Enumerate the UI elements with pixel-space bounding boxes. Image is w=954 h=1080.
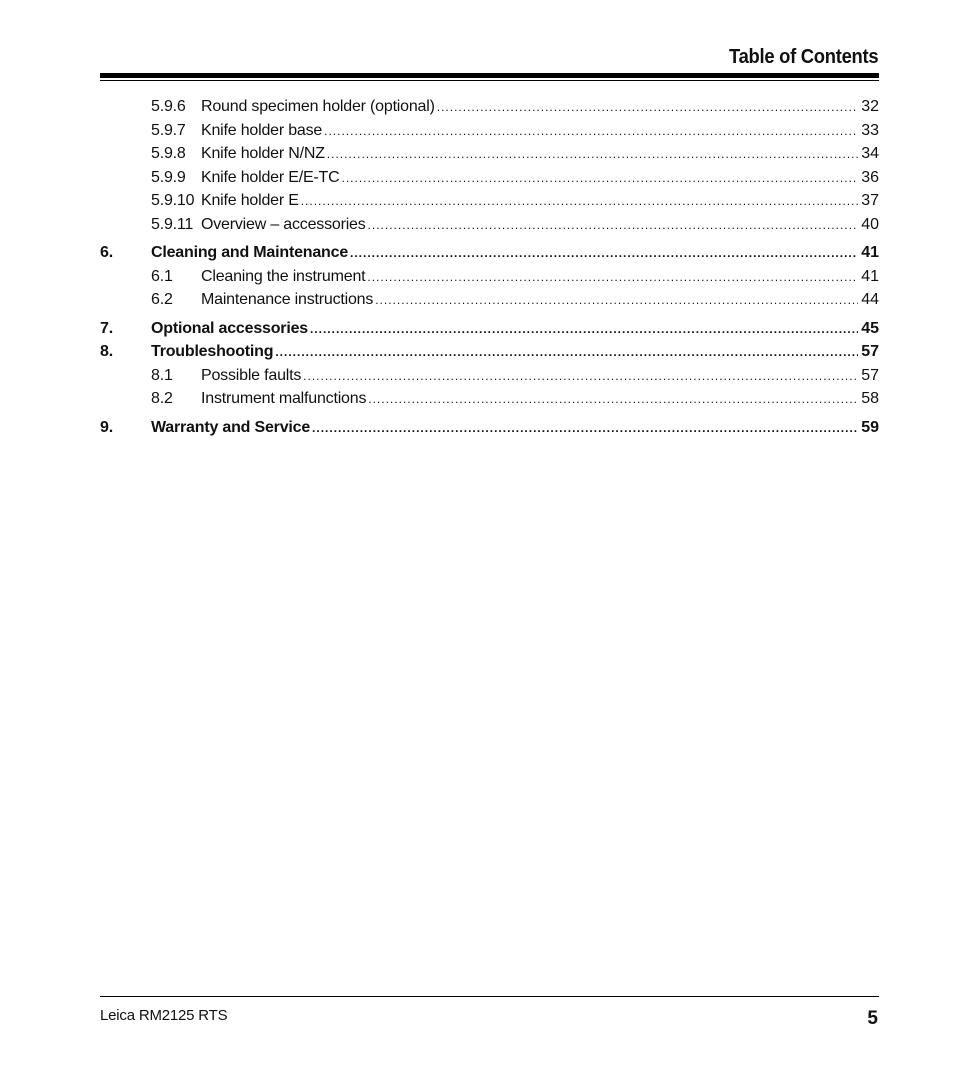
table-of-contents [100, 98, 879, 442]
footer-product-name: Leica RM2125 RTS [100, 1007, 228, 1024]
toc-chapter-page: 41 [861, 244, 879, 261]
toc-entry-number: 6.2 [151, 291, 173, 308]
dot-leader [324, 124, 858, 138]
toc-entry[interactable] [100, 145, 879, 169]
footer-page-number: 5 [867, 1008, 878, 1029]
toc-entry-page: 33 [861, 121, 879, 139]
toc-entry-page: 37 [861, 192, 879, 209]
dot-leader [368, 218, 858, 232]
toc-chapter-number: 8. [100, 343, 113, 360]
toc-entry-title: Overview – accessories [201, 215, 366, 233]
toc-chapter-number: 9. [100, 418, 113, 436]
toc-entry[interactable] [100, 390, 879, 414]
header-rule-thick [100, 73, 879, 78]
toc-chapter-title: Optional accessories [151, 319, 308, 337]
toc-chapter-page: 45 [861, 319, 879, 337]
toc-chapter-title: Troubleshooting [151, 343, 274, 360]
toc-entry-page: 32 [861, 98, 879, 115]
toc-chapter-title: Cleaning and Maintenance [151, 244, 349, 261]
page-title: Table of Contents [728, 46, 878, 68]
toc-entry[interactable] [100, 367, 879, 391]
toc-chapter[interactable] [100, 320, 879, 344]
toc-entry-number: 5.9.7 [151, 121, 186, 139]
toc-entry-page: 41 [861, 267, 879, 285]
toc-entry[interactable] [100, 98, 879, 122]
toc-entry-page: 44 [861, 291, 879, 308]
toc-chapter[interactable] [100, 244, 879, 268]
toc-entry-title: Cleaning the instrument [201, 267, 366, 285]
toc-entry[interactable] [100, 192, 879, 216]
toc-entry-title: Maintenance instructions [201, 291, 374, 308]
dot-leader [350, 246, 858, 260]
dot-leader [341, 171, 858, 185]
toc-entry[interactable] [100, 169, 879, 193]
toc-entry-page: 34 [861, 145, 879, 162]
toc-entry-title: Possible faults [201, 366, 302, 384]
dot-leader [327, 147, 858, 161]
dot-leader [368, 392, 858, 406]
toc-chapter-page: 59 [861, 418, 879, 436]
toc-entry-number: 8.1 [151, 366, 173, 384]
toc-chapter-number: 6. [100, 244, 113, 261]
toc-entry-title: Round specimen holder (optional) [201, 98, 435, 115]
toc-entry-number: 5.9.9 [151, 168, 186, 186]
toc-chapter[interactable] [100, 419, 879, 443]
toc-entry-title: Knife holder E [201, 192, 299, 209]
dot-leader [303, 369, 858, 383]
toc-chapter-title: Warranty and Service [151, 418, 311, 436]
header-rule-thin [100, 80, 879, 81]
dot-leader [312, 421, 858, 435]
toc-entry-number: 5.9.11 [151, 215, 194, 233]
toc-chapter-number: 7. [100, 319, 113, 337]
toc-entry[interactable] [100, 216, 879, 240]
dot-leader [437, 100, 858, 114]
footer-rule [100, 996, 879, 997]
toc-entry-title: Knife holder base [201, 121, 323, 139]
toc-entry-title: Knife holder N/NZ [201, 145, 325, 162]
toc-entry-number: 8.2 [151, 390, 173, 407]
toc-entry-page: 57 [861, 366, 879, 384]
dot-leader [310, 322, 858, 336]
toc-entry-page: 40 [861, 215, 879, 233]
toc-entry-number: 6.1 [151, 267, 173, 285]
dot-leader [275, 345, 858, 359]
toc-chapter[interactable] [100, 343, 879, 367]
toc-entry-number: 5.9.6 [151, 98, 186, 115]
toc-entry-number: 5.9.8 [151, 145, 186, 162]
dot-leader [301, 194, 858, 208]
toc-entry-page: 36 [861, 168, 879, 186]
toc-chapter-page: 57 [861, 343, 879, 360]
toc-entry-title: Knife holder E/E-TC [201, 168, 340, 186]
toc-entry-title: Instrument malfunctions [201, 390, 367, 407]
dot-leader [375, 293, 858, 307]
toc-entry[interactable] [100, 268, 879, 292]
toc-entry[interactable] [100, 122, 879, 146]
toc-entry[interactable] [100, 291, 879, 315]
dot-leader [367, 270, 858, 284]
toc-entry-page: 58 [861, 390, 879, 407]
toc-entry-number: 5.9.10 [151, 192, 195, 209]
